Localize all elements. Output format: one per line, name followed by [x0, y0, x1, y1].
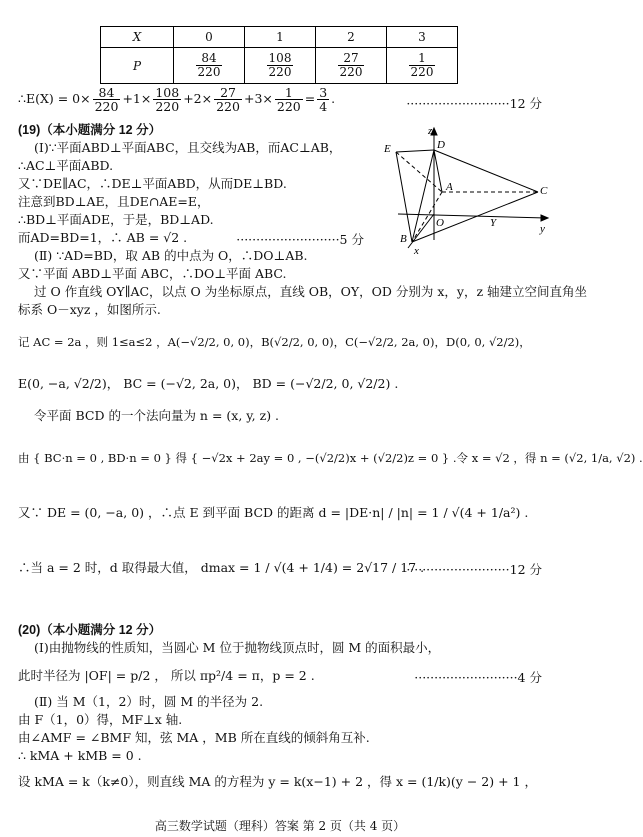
table-cell: $\frac{108}{220}$ — [245, 48, 316, 84]
score-marker: ··························4 分 — [414, 670, 542, 685]
q20-line: ∴ kMA + kMB = 0 . — [18, 748, 142, 763]
q19-heading: (19)（本小题满分 12 分） — [18, 123, 162, 137]
label-x: x — [414, 245, 419, 257]
y-axis — [398, 214, 546, 218]
q19-line: ∴AC⊥平面ABD. — [18, 158, 114, 173]
q20-heading: (20)（本小题满分 12 分） — [18, 623, 162, 637]
q19-line: 注意到BD⊥AE，且DE∩AE=E， — [18, 194, 210, 209]
q19-line: E(0, −a, √2/2)， BC = (−√2, 2a, 0)， BD = (−√2/2, 0, √2/2) . — [18, 376, 399, 391]
q20-line: (Ⅱ) 当 M（1，2）时，圆 M 的半径为 2. — [34, 694, 264, 709]
x-axis — [408, 214, 434, 248]
expectation-formula: ∴E(X) = 0× $\frac{84}{220}$ +1× $\frac{108}{220}$ +2× $\frac{27}{220}$ +3× $\frac{1}{220}$ = $\frac{3}{4}$ . — [18, 85, 336, 114]
table-cell: 2 — [316, 27, 387, 48]
label-C: C — [540, 185, 548, 197]
table-cell: $\frac{84}{220}$ — [174, 48, 245, 84]
table-cell: 3 — [387, 27, 458, 48]
q19-line: ∴BD⊥平面ADE，于是，BD⊥AD. — [18, 212, 214, 227]
q19-line: 由 { BC·n = 0 , BD·n = 0 } 得 { −√2x + 2ay = 0 , −(√2/2)x + (√2/2)z = 0 } .令 x = √2 ，得 n = (√2, 1/a, √2) . — [18, 451, 643, 465]
label-z: z — [428, 125, 433, 137]
label-B: B — [400, 233, 407, 245]
q20-line: 此时半径为 |OF| = p/2 ， 所以 πp²/4 = π，p = 2 . — [18, 668, 315, 683]
q19-line: (Ⅰ)∵平面ABD⊥平面ABC，且交线为AB，而AC⊥AB， — [34, 140, 342, 155]
table-cell: 1 — [245, 27, 316, 48]
edge-ED — [396, 150, 434, 152]
q20-line: 由∠AMF = ∠BMF 知，弦 MA ，MB 所在直线的倾斜角互补. — [18, 730, 370, 745]
page-footer: 高三数学试题（理科）答案 第 2 页（共 4 页） — [154, 819, 406, 833]
q20-line: (Ⅰ)由抛物线的性质知，当圆心 M 位于抛物线顶点时，圆 M 的面积最小， — [34, 640, 441, 655]
label-Y: Y — [490, 217, 497, 229]
label-E: E — [384, 143, 391, 155]
label-y: y — [540, 223, 545, 235]
q19-line: (Ⅱ) ∵AD=BD，取 AB 的中点为 O，∴DO⊥AB. — [34, 248, 308, 263]
table-cell: 0 — [174, 27, 245, 48]
y-axis-arrow — [541, 215, 548, 221]
score-marker: ··························5 分 — [236, 232, 364, 247]
q20-line: 由 F（1，0）得，MF⊥x 轴. — [18, 712, 183, 727]
label-O: O — [436, 217, 444, 229]
table-cell: P — [101, 48, 174, 84]
q19-line: 而AD=BD=1，∴ AB = √2 . — [18, 230, 188, 245]
q19-line: 过 O 作直线 OY∥AC，以点 O 为坐标原点，直线 OB，OY，OD 分别为 x，y，z 轴建立空间直角坐 — [34, 284, 588, 299]
distribution-table — [100, 26, 458, 84]
coordinate-figure — [378, 122, 550, 262]
table-row — [101, 27, 458, 48]
q19-line: 又∵DE∥AC，∴DE⊥平面ABD，从而DE⊥BD. — [18, 176, 287, 191]
table-cell: $\frac{27}{220}$ — [316, 48, 387, 84]
q20-line: 设 kMA = k（k≠0），则直线 MA 的方程为 y = k(x−1) + 2 ，得 x = (1/k)(y − 2) + 1 ， — [18, 774, 537, 789]
q19-line: ∴当 a = 2 时，d 取得最大值， dmax = 1 / √(4 + 1/4) = 2√17 / 17 . — [18, 560, 425, 575]
table-cell: X — [101, 27, 174, 48]
table-row — [101, 48, 458, 84]
label-D: D — [437, 139, 445, 151]
table-cell: $\frac{1}{220}$ — [387, 48, 458, 84]
score-marker: ··························12 分 — [406, 96, 542, 111]
q19-line: 记 AC = 2a ，则 1≤a≤2 ，A(−√2/2, 0, 0)，B(√2/2, 0, 0)，C(−√2/2, 2a, 0)，D(0, 0, √2/2)， — [18, 335, 531, 349]
edge-EB — [396, 152, 412, 242]
q19-line: 令平面 BCD 的一个法向量为 n = (x, y, z) . — [34, 408, 280, 423]
q19-line: 标系 O－xyz ，如图所示. — [18, 302, 161, 317]
label-A: A — [446, 181, 453, 193]
score-marker: ··························12 分 — [406, 562, 542, 577]
q19-line: 又∵平面 ABD⊥平面 ABC，∴DO⊥平面 ABC. — [18, 266, 287, 281]
q19-line: 又∵ DE = (0, −a, 0) ，∴点 E 到平面 BCD 的距离 d = |DE·n| / |n| = 1 / √(4 + 1/a²) . — [18, 505, 529, 520]
